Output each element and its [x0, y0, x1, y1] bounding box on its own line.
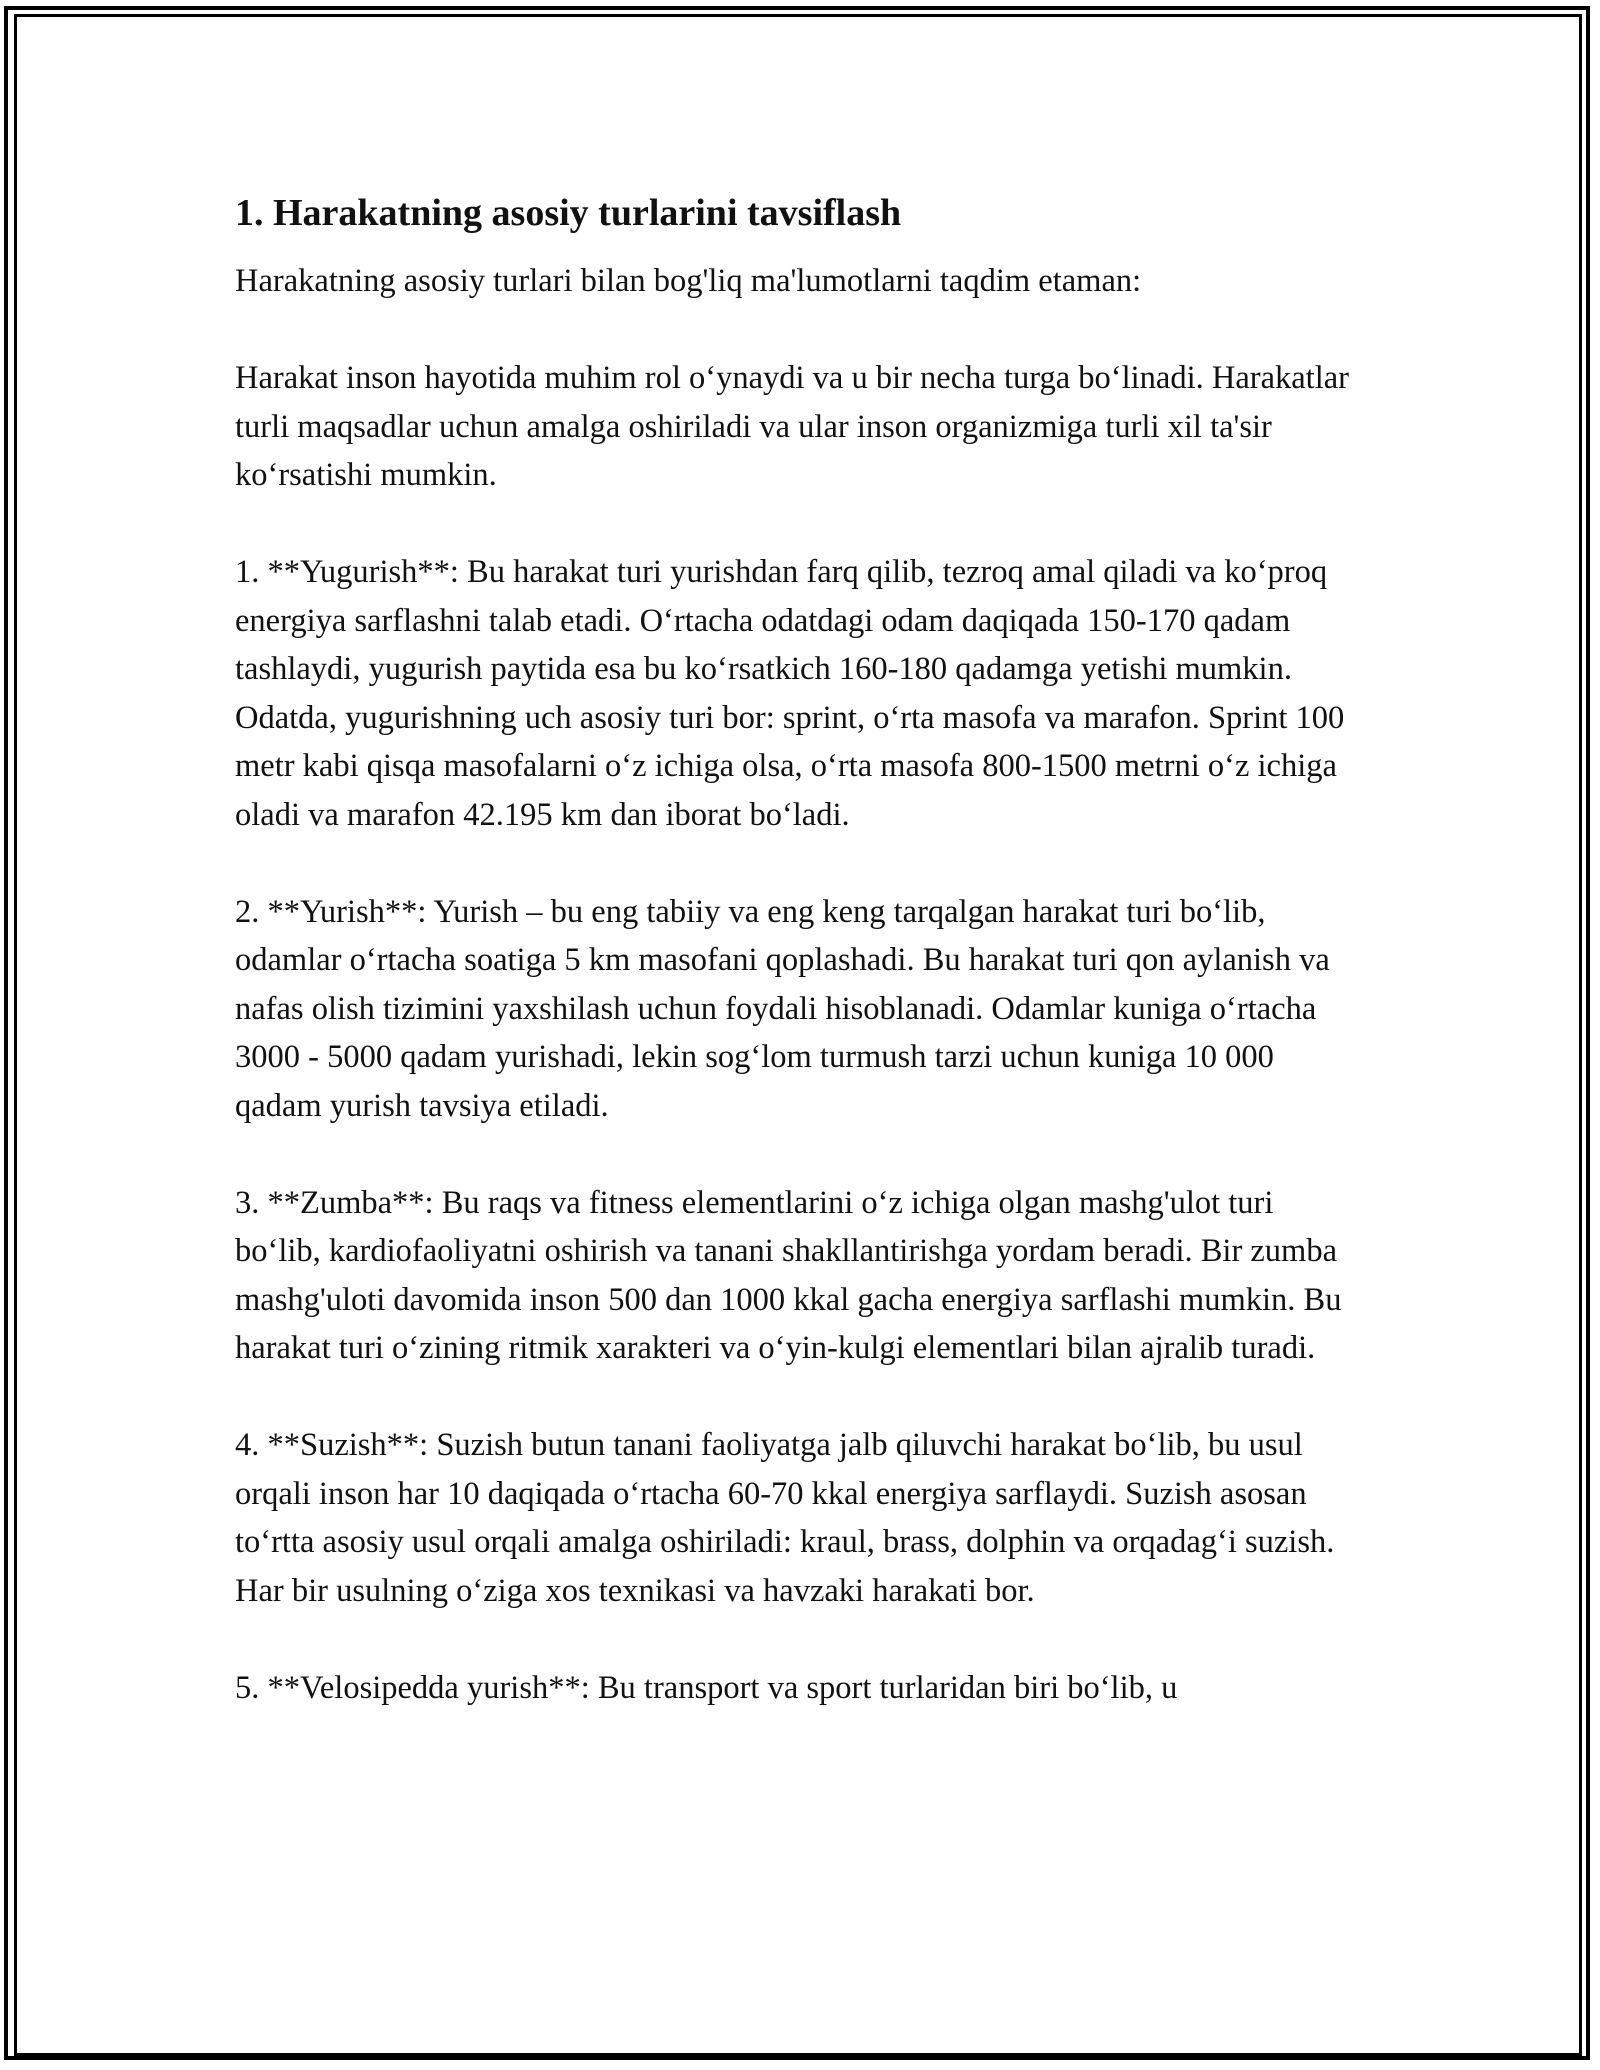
paragraph-running: 1. **Yugurish**: Bu harakat turi yurishdan farq qilib, tezroq amal qiladi va koʻproq energiya sarflashni talab etadi. Oʻrtacha odatdagi odam daqiqada 150-170 qadam tashlaydi, yugurish paytida esa bu koʻrsatkich 160-180 qadamga yetishi mumkin. Odatda, yugurishning uch asosiy turi bor: sprint, oʻrta masofa va marafon. Sprint 100 metr kabi qisqa masofalarni oʻz ichiga olsa, oʻrta masofa 800-1500 metrni oʻz ichiga oladi va marafon 42.195 km dan iborat boʻladi. [235, 554, 1345, 833]
paragraph-swimming: 4. **Suzish**: Suzish butun tanani faoliyatga jalb qiluvchi harakat boʻlib, bu usul orqali inson har 10 daqiqada oʻrtacha 60-70 kkal energiya sarflaydi. Suzish asosan toʻrtta asosiy usul orqali amalga oshiriladi: kraul, brass, dolphin va orqadagʻi suzish. Har bir usulning oʻziga xos texnikasi va havzaki harakati bor. [235, 1427, 1335, 1609]
paragraph-overview: Harakat inson hayotida muhim rol oʻynaydi va u bir necha turga boʻlinadi. Harakatlar turli maqsadlar uchun amalga oshiriladi va ular inson organizmiga turli xil ta'sir koʻrsatishi mumkin. [235, 360, 1349, 493]
paragraph-zumba: 3. **Zumba**: Bu raqs va fitness elementlarini oʻz ichiga olgan mashg'ulot turi boʻlib, kardiofaoliyatni oshirish va tanani shakllantirishga yordam beradi. Bir zumba mashg'uloti davomida inson 500 dan 1000 kkal gacha energiya sarflashi mumkin. Bu harakat turi oʻzining ritmik xarakteri va oʻyin-kulgi elementlari bilan ajralib turadi. [235, 1184, 1342, 1366]
paragraph-cycling: 5. **Velosipedda yurish**: Bu transport va sport turlaridan biri boʻlib, u [235, 1669, 1178, 1706]
paragraph-walking: 2. **Yurish**: Yurish – bu eng tabiiy va eng keng tarqalgan harakat turi boʻlib, odamlar oʻrtacha soatiga 5 km masofani qoplashadi. Bu harakat turi qon aylanish va nafas olish tizimini yaxshilash uchun foydali hisoblanadi. Odamlar kuniga oʻrtacha 3000 - 5000 qadam yurishadi, lekin sogʻlom turmush tarzi uchun kuniga 10 000 qadam yurish tavsiya etiladi. [235, 893, 1330, 1124]
document-body [235, 183, 1365, 1761]
document-title: 1. Harakatning asosiy turlarini tavsiflash [235, 192, 902, 234]
paragraph-intro: Harakatning asosiy turlari bilan bog'liq ma'lumotlarni taqdim etaman: [235, 263, 1142, 299]
